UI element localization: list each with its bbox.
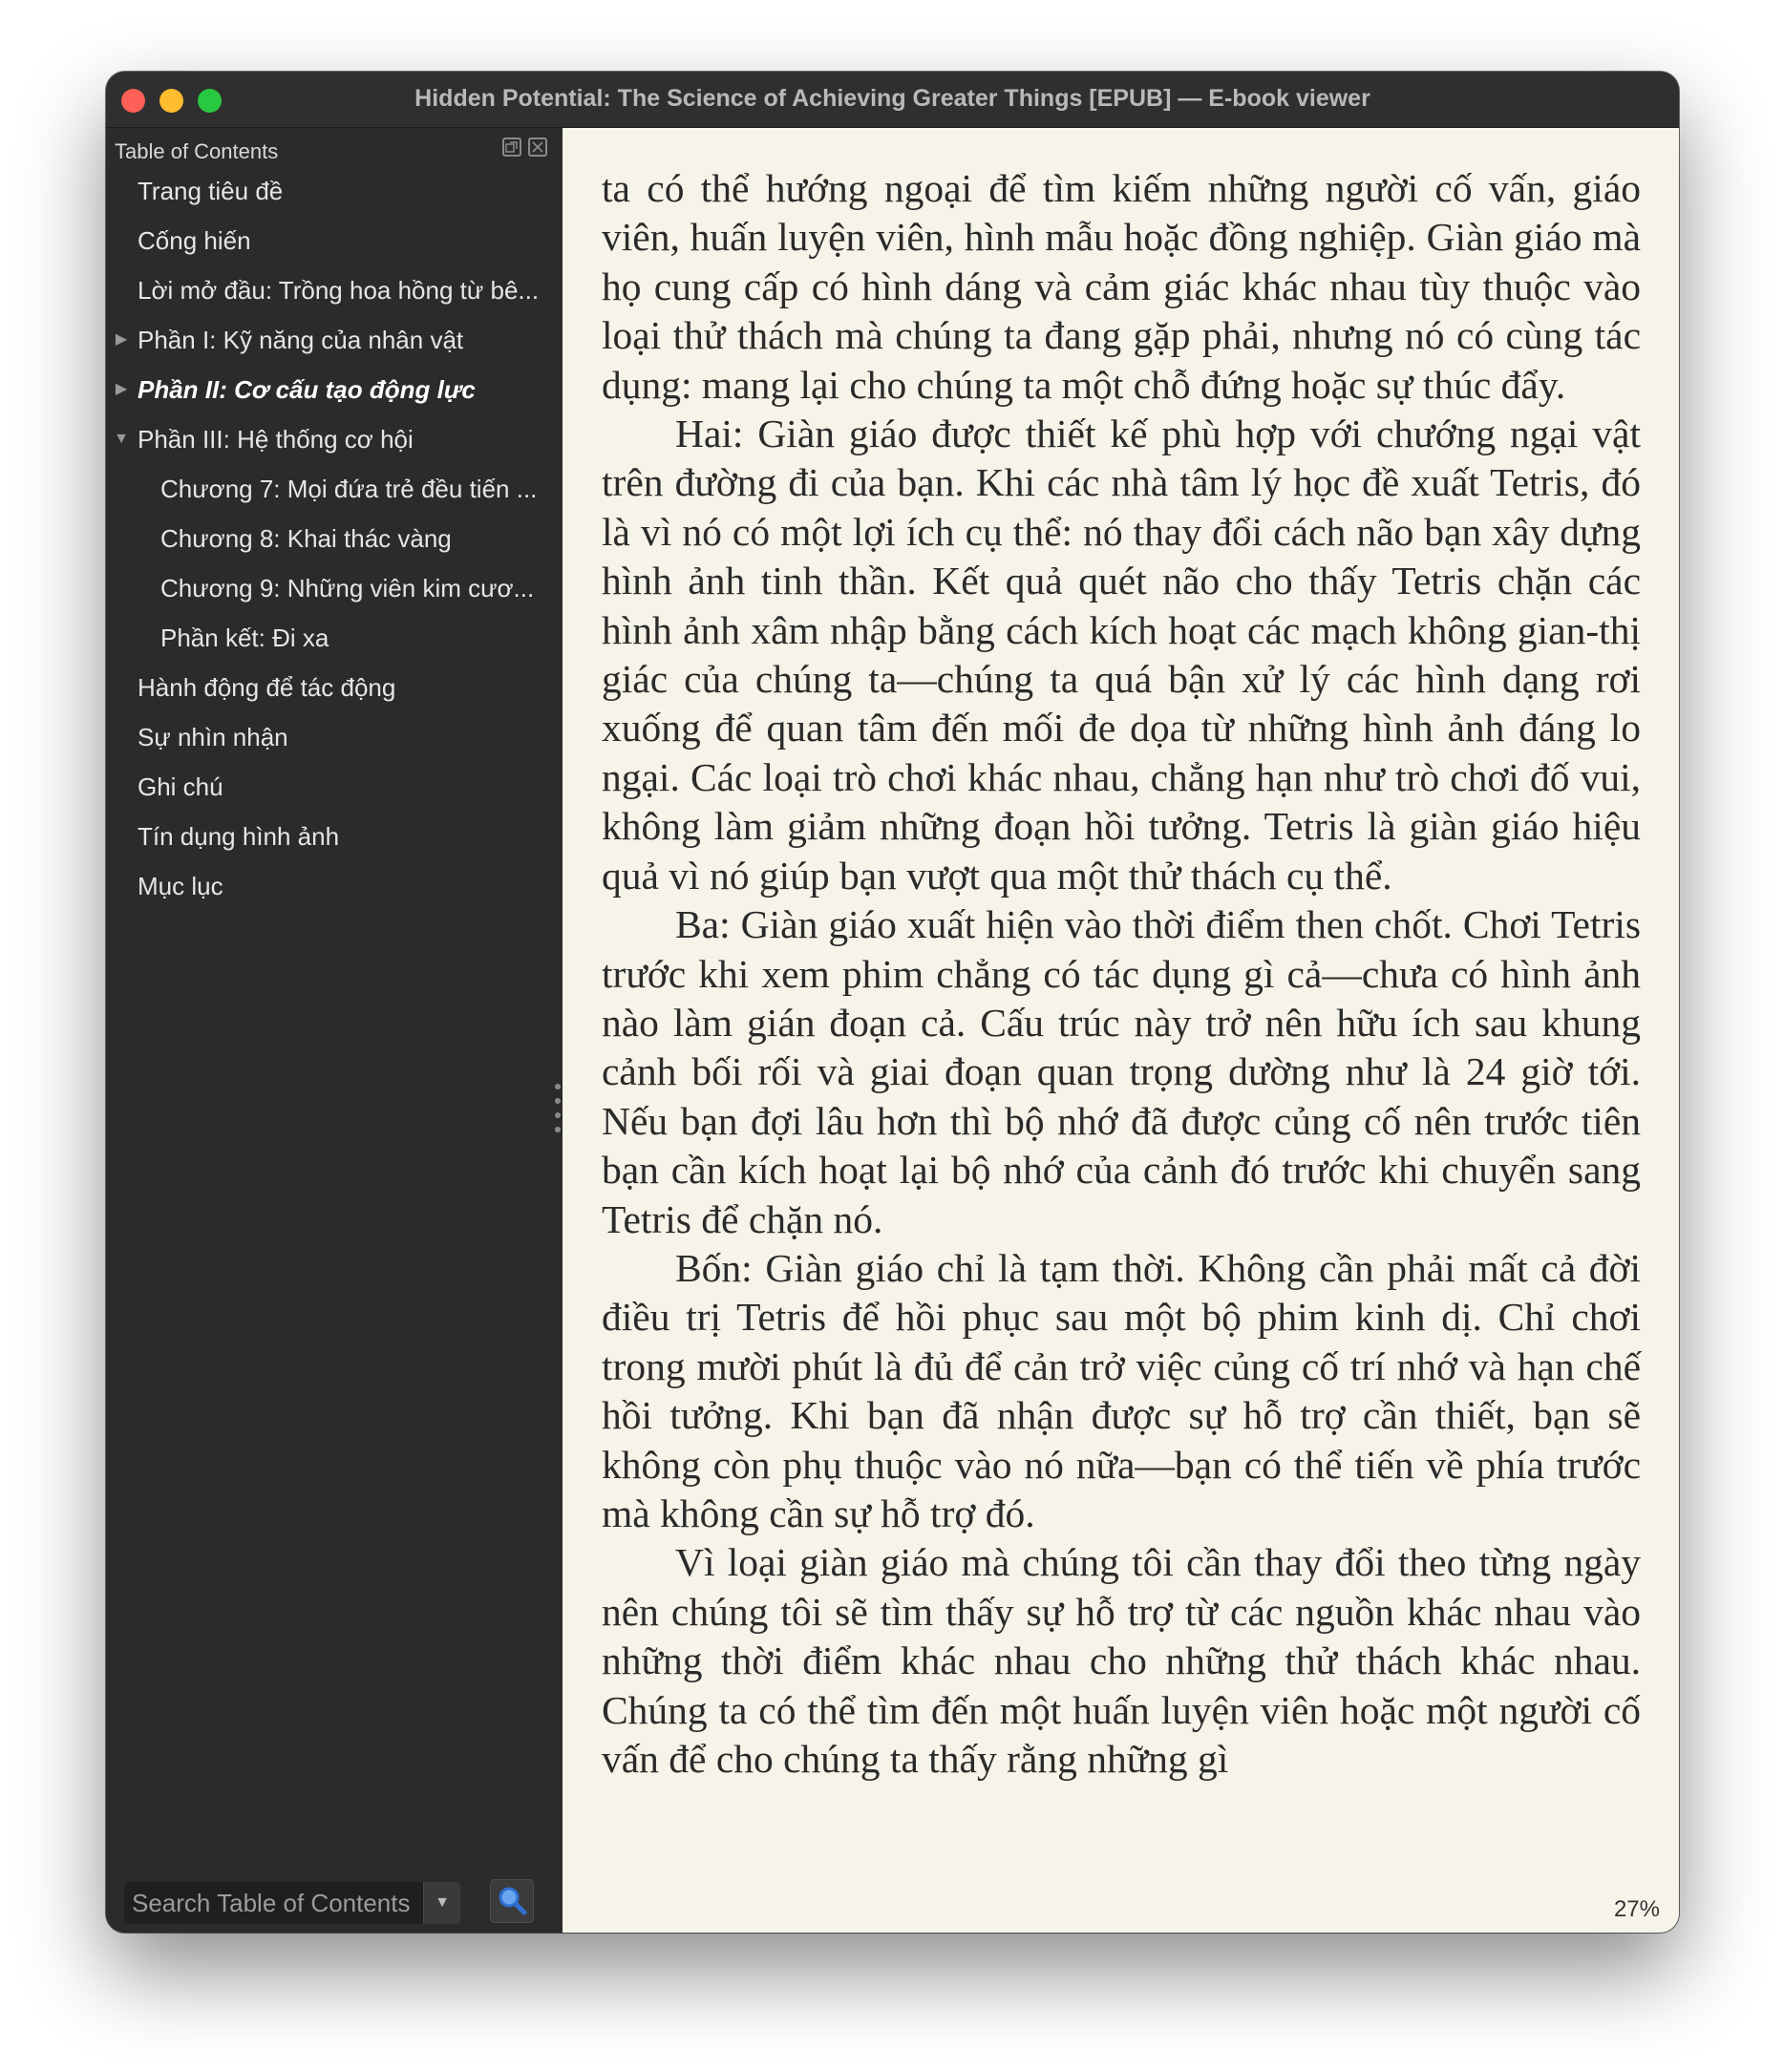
- float-panel-icon[interactable]: [502, 137, 521, 157]
- reader-pane[interactable]: [563, 128, 1679, 1933]
- toc-item-label: Chương 9: Những viên kim cươ...: [160, 574, 535, 603]
- toc-item[interactable]: [106, 712, 563, 762]
- close-panel-icon[interactable]: [528, 137, 547, 157]
- toc-item-label: Lời mở đầu: Trồng hoa hồng từ bê...: [138, 276, 540, 305]
- disclosure-expanded-icon[interactable]: ▼: [114, 431, 129, 447]
- toc-item-label: Chương 7: Mọi đứa trẻ đều tiến ...: [160, 475, 538, 503]
- toc-item[interactable]: [106, 365, 563, 414]
- toc-item[interactable]: [106, 166, 563, 216]
- toc-item-label: Trang tiêu đề: [138, 177, 284, 205]
- toc-item-label: Mục lục: [138, 872, 223, 900]
- toc-item-label: Phần II: Cơ cấu tạo động lực: [138, 375, 476, 404]
- toc-search-combobox[interactable]: [124, 1882, 460, 1924]
- toc-search-button[interactable]: [490, 1879, 534, 1923]
- toc-item[interactable]: [106, 315, 563, 365]
- toc-header-title: Table of Contents: [115, 139, 279, 163]
- paragraph: ta có thể hướng ngoại để tìm kiếm những người cố vấn, giáo viên, huấn luyện viên, hình mẫu hoặc đồng nghiệp. Giàn giáo mà họ cung cấp có hình dáng và cảm giác khác nhau tùy thuộc vào loại thử thách mà chúng ta đang gặp phải, nhưng nó có cùng tác dụng: mang lại cho chúng ta một chỗ đứng hoặc sự thúc đẩy.: [602, 166, 1641, 407]
- toc-item-label: Phần III: Hệ thống cơ hội: [138, 425, 414, 454]
- magnifier-icon: [491, 1880, 533, 1922]
- disclosure-collapsed-icon[interactable]: ▶: [115, 381, 128, 397]
- toc-sidebar: [106, 128, 563, 1933]
- paragraph: Ba: Giàn giáo xuất hiện vào thời điểm then chốt. Chơi Tetris trước khi xem phim chẳng có tác dụng gì cả—chưa có hình ảnh nào làm gián đoạn cả. Cấu trúc này trở nên hữu ích sau khung cảnh bối rối và giai đoạn quan trọng dường như là 24 giờ tới. Nếu bạn đợi lâu hơn thì bộ nhớ đã được củng cố nên trước tiên bạn cần kích hoạt lại bộ nhớ của cảnh đó trước khi chuyển sang Tetris để chặn nó.: [602, 902, 1641, 1241]
- toc-item-label: Cống hiến: [138, 226, 251, 255]
- paragraph: Hai: Giàn giáo được thiết kế phù hợp với chướng ngại vật trên đường đi của bạn. Khi các nhà tâm lý học đề xuất Tetris, đó là vì nó có một lợi ích cụ thể: nó thay đổi cách não bạn xây dựng hình ảnh tinh thần. Kết quả quét não cho thấy Tetris chặn các hình ảnh xâm nhập bằng cách kích hoạt các mạch không gian-thị giác của chúng ta—chúng ta quá bận xử lý các hình dạng rơi xuống để quan tâm đến mối đe dọa từ những hình ảnh đáng lo ngại. Các loại trò chơi khác nhau, chẳng hạn như trò chơi đố vui, không làm giảm những đoạn hồi tưởng. Tetris là giàn giáo hiệu quả vì nó giúp bạn vượt qua một thử thách cụ thể.: [602, 412, 1641, 898]
- toc-item[interactable]: [106, 812, 563, 861]
- paragraph: Bốn: Giàn giáo chỉ là tạm thời. Không cần phải mất cả đời điều trị Tetris để hồi phục sau một bộ phim kinh dị. Chỉ chơi trong mười phút là đủ để cản trở việc củng cố trí nhớ và hạn chế hồi tưởng. Khi bạn đã nhận được sự hỗ trợ cần thiết, bạn sẽ không còn phụ thuộc vào nó nữa—bạn có thể tiến về phía trước mà không cần sự hỗ trợ đó.: [602, 1245, 1641, 1535]
- toc-item[interactable]: [106, 663, 563, 712]
- toc-item-label: Tín dụng hình ảnh: [138, 822, 340, 851]
- title-bar[interactable]: [106, 72, 1679, 128]
- toc-item-label: Phần kết: Đi xa: [160, 624, 329, 652]
- ebook-viewer-window: [106, 72, 1679, 1933]
- disclosure-collapsed-icon[interactable]: ▶: [115, 331, 128, 348]
- toc-item[interactable]: [106, 265, 563, 315]
- toc-item[interactable]: [106, 464, 563, 514]
- toc-item[interactable]: [106, 414, 563, 464]
- book-page-text: [602, 164, 1641, 1784]
- paragraph: Vì loại giàn giáo mà chúng tôi cần thay đổi theo từng ngày nên chúng tôi sẽ tìm thấy sự hỗ trợ từ các nguồn khác nhau vào những thời điểm khác nhau cho những thử thách khác nhau. Chúng ta có thể tìm đến một huấn luyện viên hoặc một người cố vấn để cho chúng ta thấy rằng những gì: [602, 1540, 1641, 1781]
- toc-search-input[interactable]: [124, 1882, 420, 1924]
- toc-item[interactable]: [106, 216, 563, 265]
- toc-item-label: Chương 8: Khai thác vàng: [160, 524, 452, 553]
- chevron-down-icon[interactable]: ▼: [423, 1882, 460, 1924]
- toc-item[interactable]: [106, 563, 563, 613]
- toc-item-label: Phần I: Kỹ năng của nhân vật: [138, 326, 464, 354]
- reading-progress: 27%: [1613, 1896, 1660, 1922]
- sidebar-splitter-handle[interactable]: [555, 1084, 561, 1141]
- toc-list: [106, 166, 563, 911]
- toc-item-label: Hành động để tác động: [138, 673, 396, 702]
- toc-item[interactable]: [106, 613, 563, 663]
- toc-item-label: Sự nhìn nhận: [138, 723, 288, 751]
- toc-item-label: Ghi chú: [138, 772, 223, 801]
- toc-item[interactable]: [106, 514, 563, 563]
- window-title: Hidden Potential: The Science of Achieving Greater Things [EPUB] — E-book viewer: [414, 85, 1370, 112]
- toc-item[interactable]: [106, 762, 563, 812]
- toc-item[interactable]: [106, 861, 563, 911]
